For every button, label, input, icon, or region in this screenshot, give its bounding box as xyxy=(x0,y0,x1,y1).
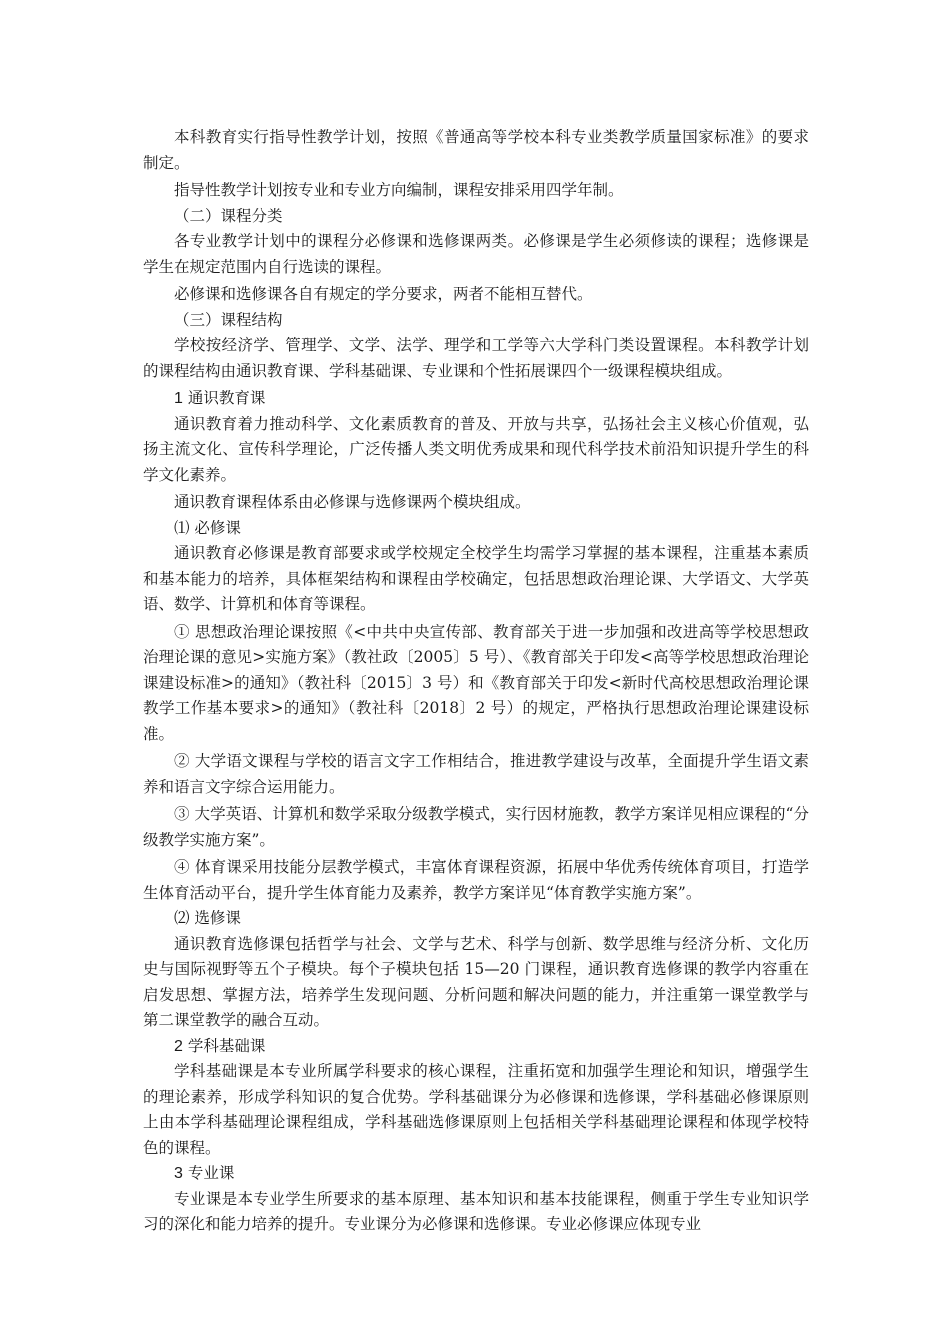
heading-text: 专业课 xyxy=(182,1164,235,1182)
subsection-heading xyxy=(143,386,809,412)
heading-number: 3 xyxy=(174,1165,183,1182)
paragraph: ② 大学语文课程与学校的语言文字工作相结合，推进教学建设与改革，全面提升学生语文素养和语言文字综合运用能力。 xyxy=(143,752,809,796)
paragraph: 学校按经济学、管理学、文学、法学、理学和工学等六大学科门类设置课程。本科教学计划的课程结构由通识教育课、学科基础课、专业课和个性拓展课四个一级课程模块组成。 xyxy=(143,336,809,380)
paragraph: 通识教育选修课包括哲学与社会、文学与艺术、科学与创新、数学思维与经济分析、文化历史与国际视野等五个子模块。每个子模块包括 15—20 门课程，通识教育选修课的教学内容重在启发思想、掌握方法，培养学生发现问题、分析问题和解决问题的能力，并注重第一课堂教学与第二课堂教学的融合互动。 xyxy=(143,934,809,1029)
subsection-heading xyxy=(143,1161,809,1187)
paragraph: 专业课是本专业学生所要求的基本原理、基本知识和基本技能课程，侧重于学生专业知识学习的深化和能力培养的提升。专业课分为必修课和选修课。专业必修课应体现专业 xyxy=(143,1189,809,1233)
section-heading: （三）课程结构 xyxy=(174,310,283,329)
item-heading: ⑴ 必修课 xyxy=(174,518,241,537)
subsection-heading xyxy=(143,1034,809,1060)
paragraph: ① 思想政治理论课按照《<中共中央宣传部、教育部关于进一步加强和改进高等学校思想政治理论课的意见>实施方案》（教社政〔2005〕5 号）、《教育部关于印发<高等学校思想政治理论课建设标准>的通知》（教社科〔2015〕3 号）和《教育部关于印发<新时代高校思想政治理论课教学工作基本要求>的通知》（教社科〔2018〕2 号）的规定，严格执行思想政治理论课建设标准。 xyxy=(143,622,809,743)
heading-number: 1 xyxy=(174,390,183,407)
paragraph: ③ 大学英语、计算机和数学采取分级教学模式，实行因材施教，教学方案详见相应课程的“分级教学实施方案”。 xyxy=(143,805,809,849)
paragraph: 通识教育必修课是教育部要求或学校规定全校学生均需学习掌握的基本课程，注重基本素质和基本能力的培养，具体框架结构和课程由学校确定，包括思想政治理论课、大学语文、大学英语、数学、计算机和体育等课程。 xyxy=(143,544,809,613)
paragraph: 通识教育课程体系由必修课与选修课两个模块组成。 xyxy=(174,493,531,511)
paragraph: 学科基础课是本专业所属学科要求的核心课程，注重拓宽和加强学生理论和知识，增强学生的理论素养，形成学科知识的复合优势。学科基础课分为必修课和选修课，学科基础必修课原则上由本学科基础理论课程组成，学科基础选修课原则上包括相关学科基础理论课程和体现学校特色的课程。 xyxy=(143,1062,809,1157)
heading-number: 2 xyxy=(174,1037,183,1055)
paragraph: ④ 体育课采用技能分层教学模式，丰富体育课程资源，拓展中华优秀传统体育项目，打造学生体育活动平台，提升学生体育能力及素养，教学方案详见“体育教学实施方案”。 xyxy=(143,858,809,902)
heading-text: 学科基础课 xyxy=(182,1036,266,1055)
document-body xyxy=(143,125,809,1238)
paragraph: 本科教育实行指导性教学计划，按照《普通高等学校本科专业类教学质量国家标准》的要求制定。 xyxy=(143,128,809,172)
paragraph: 必修课和选修课各自有规定的学分要求，两者不能相互替代。 xyxy=(174,285,593,303)
item-heading: ⑵ 选修课 xyxy=(174,909,241,927)
paragraph: 指导性教学计划按专业和专业方向编制，课程安排采用四学年制。 xyxy=(174,181,624,199)
paragraph: 通识教育着力推动科学、文化素质教育的普及、开放与共享，弘扬社会主义核心价值观，弘扬主流文化、宣传科学理论，广泛传播人类文明优秀成果和现代科学技术前沿知识提升学生的科学文化素养。 xyxy=(143,414,809,484)
section-heading: （二）课程分类 xyxy=(174,206,283,225)
paragraph: 各专业教学计划中的课程分必修课和选修课两类。必修课是学生必须修读的课程；选修课是学生在规定范围内自行选读的课程。 xyxy=(143,232,809,276)
heading-text: 通识教育课 xyxy=(182,389,266,407)
